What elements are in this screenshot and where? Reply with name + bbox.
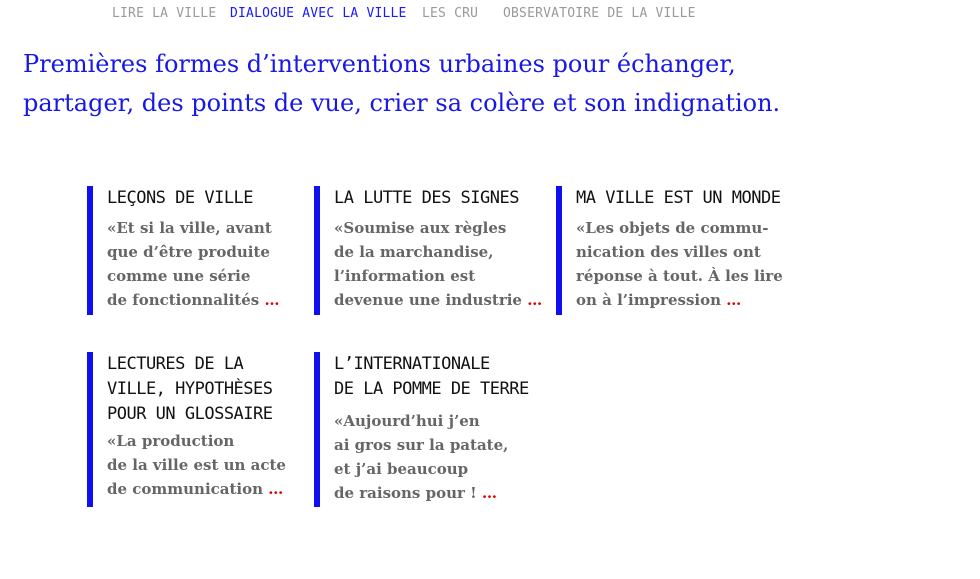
read-more-link[interactable]: … xyxy=(268,480,284,498)
card-excerpt-text: «Soumise aux règles de la marchandise, l’information est devenue une industrie xyxy=(334,219,522,309)
card-excerpt xyxy=(334,409,544,505)
card-excerpt-text: «Les objets de commu- nication des villes ont réponse à tout. À les lire on à l’impression xyxy=(576,219,783,309)
read-more-link[interactable]: … xyxy=(264,291,280,309)
card-excerpt-text: «Et si la ville, avant que d’être produite comme une série de fonctionnalités xyxy=(107,219,272,309)
card-lecons-de-ville xyxy=(87,186,302,315)
nav-item-les-cru[interactable]: LES CRU xyxy=(422,6,479,21)
card-title[interactable]: L’INTERNATIONALE DE LA POMME DE TERRE xyxy=(334,354,529,399)
card-lutte-des-signes xyxy=(314,186,544,315)
card-excerpt xyxy=(107,216,302,312)
card-title[interactable]: MA VILLE EST UN MONDE xyxy=(576,188,781,208)
nav-item-dialogue-avec-la-ville[interactable]: DIALOGUE AVEC LA VILLE xyxy=(230,6,407,21)
card-lectures-de-la-ville xyxy=(87,352,302,507)
card-ma-ville-est-un-monde xyxy=(556,186,796,315)
card-internationale-pomme-de-terre xyxy=(314,352,544,507)
card-excerpt xyxy=(107,429,302,501)
card-excerpt xyxy=(334,216,544,312)
card-title[interactable]: LECTURES DE LA VILLE, HYPOTHÈSES POUR UN GLOSSAIRE xyxy=(107,354,273,424)
card-excerpt xyxy=(576,216,796,312)
read-more-link[interactable]: … xyxy=(481,484,497,502)
card-title[interactable]: LA LUTTE DES SIGNES xyxy=(334,188,519,208)
nav-item-lire-la-ville[interactable]: LIRE LA VILLE xyxy=(112,6,217,21)
card-excerpt-text: «Aujourd’hui j’en ai gros sur la patate, et j’ai beaucoup de raisons pour ! xyxy=(334,412,509,502)
nav-item-observatoire[interactable]: OBSERVATOIRE DE LA VILLE xyxy=(503,6,696,21)
read-more-link[interactable]: … xyxy=(726,291,742,309)
intro-text: Premières formes d’interventions urbaines pour échanger, partager, des points de vue, crier sa colère et son indignation. xyxy=(23,50,781,117)
card-title[interactable]: LEÇONS DE VILLE xyxy=(107,188,254,208)
card-excerpt-text: «La production de la ville est un acte de communication xyxy=(107,432,286,498)
read-more-link[interactable]: … xyxy=(527,291,543,309)
